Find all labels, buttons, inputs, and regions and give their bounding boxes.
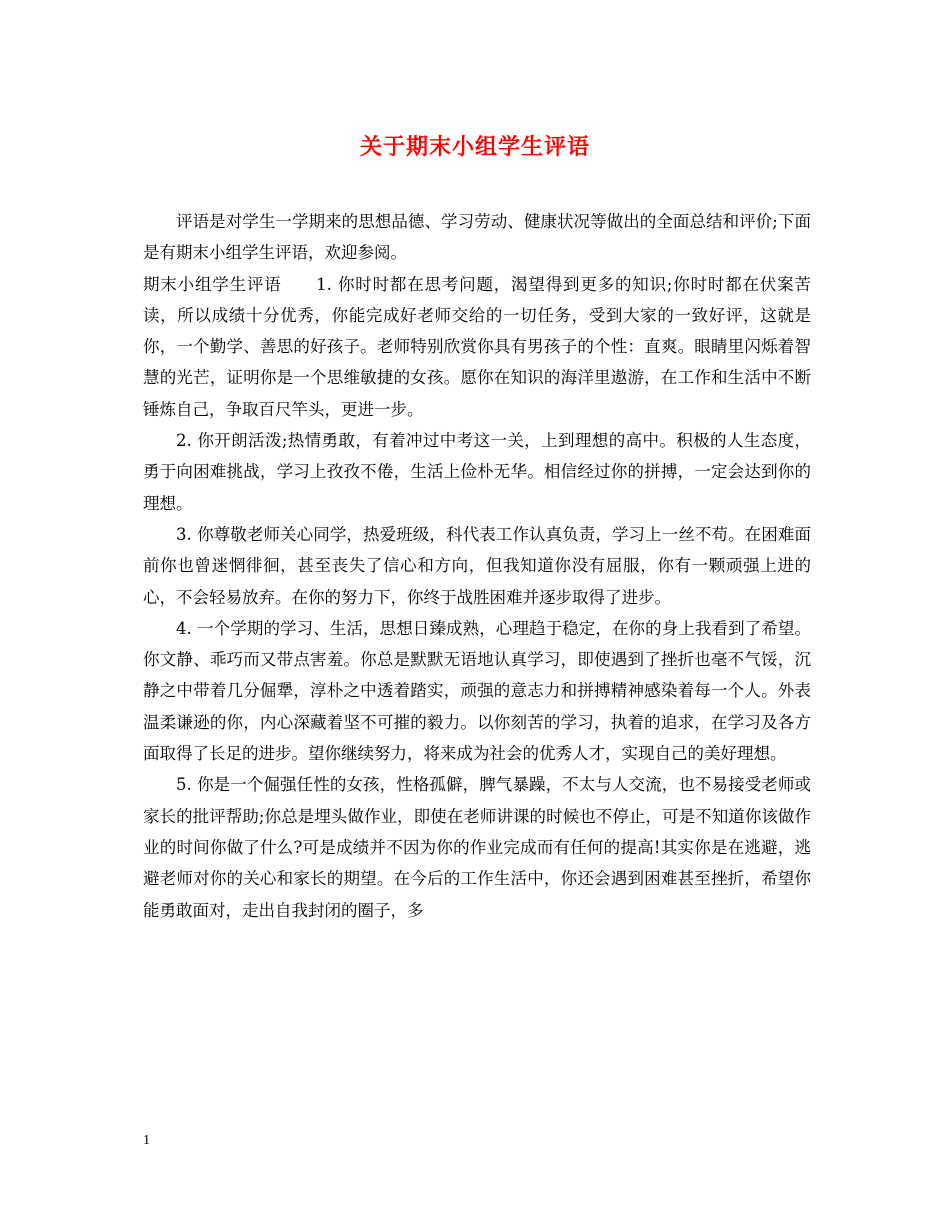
paragraph-comment-3: 3. 你尊敬老师关心同学，热爱班级，科代表工作认真负责，学习上一丝不苟。在困难面前你也曾迷惘徘徊，甚至丧失了信心和方向，但我知道你没有屈服，你有一颗顽强上进的心，不会轻易放弃。在你的努力下，你终于战胜困难并逐步取得了进步。 — [143, 524, 811, 607]
paragraph-comment-4: 4. 一个学期的学习、生活，思想日臻成熟，心理趋于稳定，在你的身上我看到了希望。你文静、乖巧而又带点害羞。你总是默默无语地认真学习，即使遇到了挫折也毫不气馁，沉静之中带着几分倔犟，淳朴之中透着踏实，顽强的意志力和拼搏精神感染着每一个人。外表温柔谦逊的你，内心深藏着坚不可摧的毅力。以你刻苦的学习，执着的追求，在学习及各方面取得了长足的进步。望你继续努力，将来成为社会的优秀人才，实现自己的美好理想。 — [143, 618, 811, 764]
page-number: 1 — [143, 1133, 150, 1148]
paragraph-comment-1: 期末小组学生评语 1. 你时时都在思考问题，渴望得到更多的知识;你时时都在伏案苦读，所以成绩十分优秀，你能完成好老师交给的一切任务，受到大家的一致好评，这就是你，一个勤学、善思的好孩子。老师特别欣赏你具有男孩子的个性：直爽。眼睛里闪烁着智慧的光芒，证明你是一个思维敏捷的女孩。愿你在知识的海洋里遨游，在工作和生活中不断锤炼自己，争取百尺竿头，更进一步。 — [143, 274, 811, 419]
paragraph-comment-2: 2. 你开朗活泼;热情勇敢，有着冲过中考这一关，上到理想的高中。积极的人生态度，勇于向困难挑战，学习上孜孜不倦，生活上俭朴无华。相信经过你的拼搏，一定会达到你的理想。 — [143, 431, 811, 513]
paragraph-comment-5: 5. 你是一个倔强任性的女孩，性格孤僻，脾气暴躁，不太与人交流，也不易接受老师或家长的批评帮助;你总是埋头做作业，即使在老师讲课的时候也不停止，可是不知道你该做作业的时间你做了什么?可是成绩并不因为你的作业完成而有任何的提高!其实你是在逃避，逃避老师对你的关心和家长的期望。在今后的工作生活中，你还会遇到困难甚至挫折，希望你能勇敢面对，走出自我封闭的圈子，多 — [143, 775, 811, 920]
document-body — [143, 206, 811, 926]
document-title: 关于期末小组学生评语 — [359, 134, 590, 160]
paragraph-intro: 评语是对学生一学期来的思想品德、学习劳动、健康状况等做出的全面总结和评价;下面是有期末小组学生评语，欢迎参阅。 — [143, 212, 811, 263]
